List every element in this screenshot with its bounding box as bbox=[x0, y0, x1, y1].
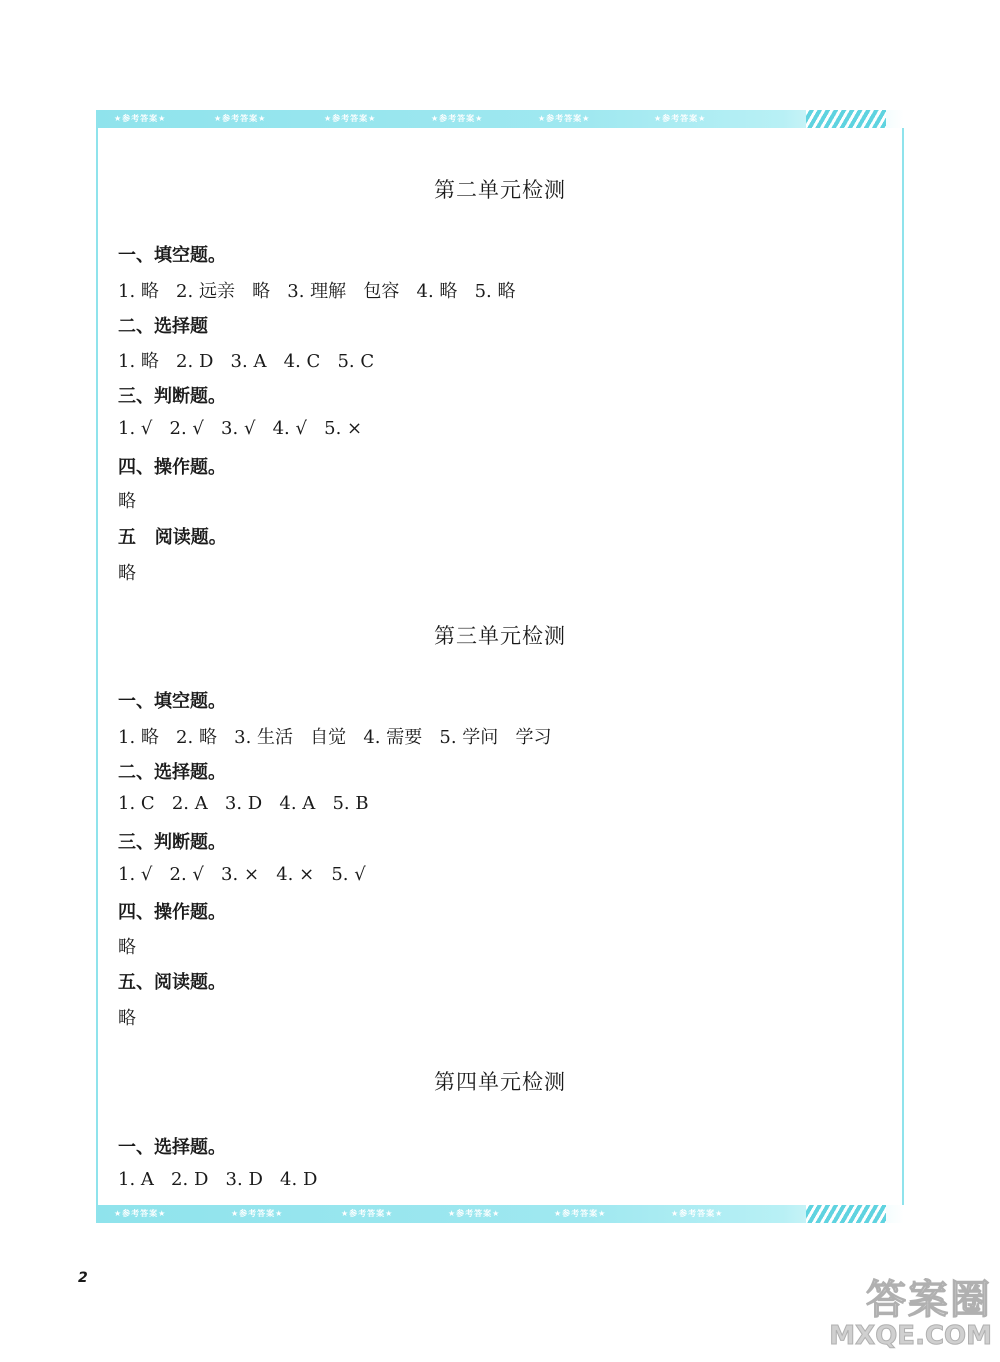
question-heading: 四、操作题。 bbox=[118, 902, 226, 923]
question-heading: 二、选择题。 bbox=[118, 762, 226, 783]
answer-line: 1. 略 2. D 3. A 4. C 5. C bbox=[118, 351, 375, 372]
footer-tag: ★参考答案★ bbox=[554, 1209, 607, 1218]
question-heading: 一、选择题。 bbox=[118, 1137, 226, 1158]
section-title: 第四单元检测 bbox=[434, 1070, 566, 1094]
site-watermark bbox=[820, 1268, 992, 1358]
header-tag: ★参考答案★ bbox=[214, 114, 267, 123]
question-heading: 五、阅读题。 bbox=[118, 972, 226, 993]
answer-line: 1. √ 2. √ 3. √ 4. √ 5. × bbox=[118, 418, 363, 439]
footer-tag: ★参考答案★ bbox=[114, 1209, 167, 1218]
answer-line: 略 bbox=[118, 491, 136, 512]
footer-tag: ★参考答案★ bbox=[341, 1209, 394, 1218]
header-tag: ★参考答案★ bbox=[114, 114, 167, 123]
footer-stripes bbox=[806, 1205, 886, 1223]
answer-line: 1. 略 2. 远亲 略 3. 理解 包容 4. 略 5. 略 bbox=[118, 281, 516, 302]
header-band bbox=[96, 110, 904, 128]
answer-line: 1. A 2. D 3. D 4. D bbox=[118, 1169, 318, 1190]
answer-line: 1. 略 2. 略 3. 生活 自觉 4. 需要 5. 学问 学习 bbox=[118, 727, 552, 748]
answer-line: 1. √ 2. √ 3. × 4. × 5. √ bbox=[118, 864, 366, 885]
footer-tag: ★参考答案★ bbox=[231, 1209, 284, 1218]
question-heading: 一、填空题。 bbox=[118, 691, 226, 712]
header-stripes bbox=[806, 110, 886, 128]
answer-line: 1. C 2. A 3. D 4. A 5. B bbox=[118, 793, 369, 814]
question-heading: 三、判断题。 bbox=[118, 386, 226, 407]
header-tag: ★参考答案★ bbox=[654, 114, 707, 123]
footer-tag: ★参考答案★ bbox=[671, 1209, 724, 1218]
question-heading: 四、操作题。 bbox=[118, 457, 226, 478]
watermark-logo-text: 答案圈 bbox=[866, 1277, 992, 1323]
answer-line: 略 bbox=[118, 1008, 136, 1029]
question-heading: 三、判断题。 bbox=[118, 832, 226, 853]
page-number: 2 bbox=[78, 1270, 88, 1286]
answer-line: 略 bbox=[118, 937, 136, 958]
footer-tag: ★参考答案★ bbox=[448, 1209, 501, 1218]
question-heading: 五 阅读题。 bbox=[118, 527, 227, 548]
question-heading: 一、填空题。 bbox=[118, 245, 226, 266]
header-tag: ★参考答案★ bbox=[324, 114, 377, 123]
section-title: 第二单元检测 bbox=[434, 178, 566, 202]
answer-line: 略 bbox=[118, 563, 136, 584]
watermark-domain: MXQE.COM bbox=[829, 1321, 992, 1351]
footer-band bbox=[96, 1205, 904, 1223]
header-tag: ★参考答案★ bbox=[431, 114, 484, 123]
question-heading: 二、选择题 bbox=[118, 316, 208, 337]
header-tag: ★参考答案★ bbox=[538, 114, 591, 123]
section-title: 第三单元检测 bbox=[434, 624, 566, 648]
